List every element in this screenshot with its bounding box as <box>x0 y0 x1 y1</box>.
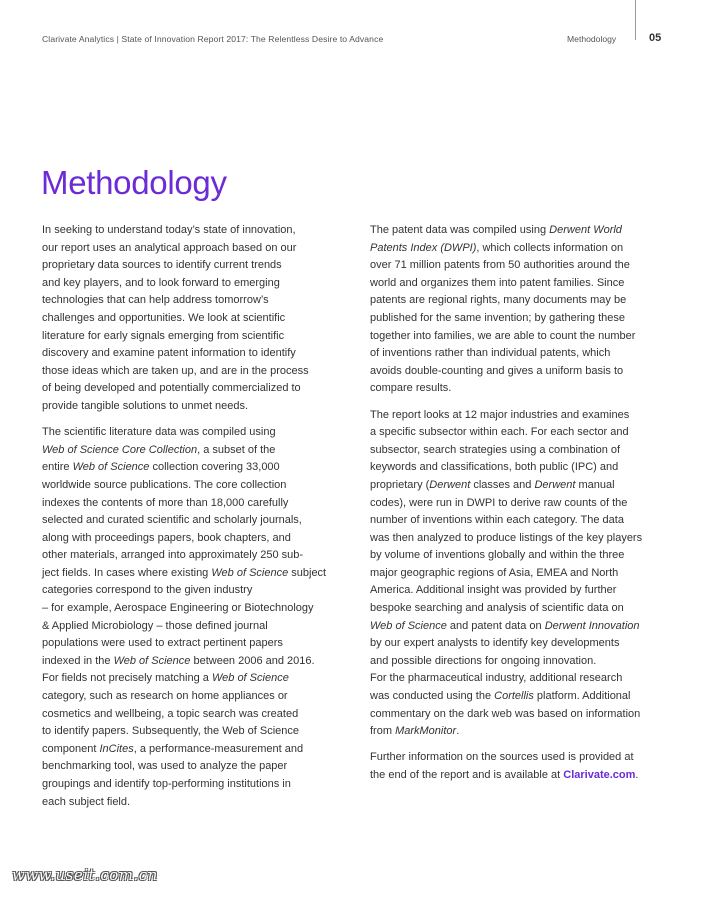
text-line: cosmetics and wellbeing, a topic search was created <box>42 707 299 720</box>
product-name: Web of Science <box>113 654 191 667</box>
text-line: America. Additional insight was provided by further <box>370 584 617 597</box>
text-line: our report uses an analytical approach based on our <box>42 241 297 254</box>
text-line: Web of Science Core Collection, a subset of the <box>42 443 276 456</box>
product-name: Patents Index (DWPI) <box>370 241 477 254</box>
text-line: of inventions rather than individual patents, which <box>370 347 611 360</box>
product-name: Derwent Innovation <box>544 619 640 632</box>
text-line: & Applied Microbiology – those defined journal <box>42 619 268 632</box>
text-line: categories correspond to the given industry <box>42 584 253 597</box>
product-name: Web of Science <box>370 619 447 632</box>
text-line: avoids double-counting and gives a uniform basis to <box>370 364 624 377</box>
text-line: along with proceedings papers, book chapters, and <box>42 531 291 544</box>
text-line: The scientific literature data was compiled using <box>42 426 276 439</box>
text-line: commentary on the dark web was based on information <box>370 707 641 720</box>
page-title: Methodology <box>41 164 227 201</box>
text-line: indexed in the Web of Science between 2006 and 2016. <box>42 654 315 667</box>
text-line: compare results. <box>370 382 452 395</box>
header-divider <box>635 0 636 40</box>
text-line: the end of the report and is available at Clarivate.com. <box>370 769 639 781</box>
text-line: to identify papers. Subsequently, the Web of Science <box>42 725 300 738</box>
text-line: and key players, and to look forward to emerging <box>42 276 280 289</box>
text-line: major geographic regions of Asia, EMEA and North <box>370 566 619 579</box>
text-line: category, such as research on home appliances or <box>42 690 288 703</box>
product-name: Derwent <box>534 478 576 491</box>
text-line: each subject field. <box>42 795 131 808</box>
product-name: Web of Science Core Collection <box>42 443 198 456</box>
text-line: discovery and examine patent information to identify <box>42 347 296 360</box>
text-line: entire Web of Science collection covering 33,000 <box>42 461 280 474</box>
product-name: Web of Science <box>211 672 289 685</box>
text-line: component InCites, a performance-measurement and <box>42 742 304 755</box>
right-column <box>370 222 674 785</box>
text-line: of being developed and potentially commercialized to <box>42 382 301 395</box>
text-line: In seeking to understand today’s state of innovation, <box>42 224 296 236</box>
text-line: challenges and opportunities. We look at scientific <box>42 311 286 324</box>
text-line: by our expert analysts to identify key developments <box>370 637 620 650</box>
product-name: Web of Science <box>211 566 289 579</box>
text-line: proprietary data sources to identify current trends <box>42 259 282 272</box>
further-info-paragraph <box>370 749 674 784</box>
text-line: subsector, search strategies using a combination of <box>370 443 621 456</box>
text-line: bespoke searching and analysis of scientific data on <box>370 602 624 615</box>
product-name: Derwent World <box>549 224 622 236</box>
left-column <box>42 222 346 811</box>
text-line: together into families, we are able to count the number <box>370 329 636 342</box>
text-line: benchmarking tool, was used to analyze the paper <box>42 760 288 773</box>
text-line: a specific subsector within each. For each sector and <box>370 426 629 439</box>
text-line: ject fields. In cases where existing Web of Science subject <box>42 566 327 579</box>
text-line: proprietary (Derwent classes and Derwent manual <box>370 478 615 491</box>
header-section-label: Methodology <box>567 34 617 44</box>
text-line: populations were used to extract pertinent papers <box>42 637 283 650</box>
text-line: For the pharmaceutical industry, additional research <box>370 672 623 685</box>
clarivate-link[interactable]: Clarivate.com <box>563 769 636 781</box>
text-line: The report looks at 12 major industries and examines <box>370 408 630 421</box>
product-name: Derwent <box>429 478 471 491</box>
text-line: number of inventions within each category. The data <box>370 514 624 527</box>
text-line: groupings and identify top-performing institutions in <box>42 778 291 790</box>
text-line: those ideas which are taken up, and are in the process <box>42 364 309 377</box>
watermark: www.useit.com.cn <box>12 866 158 884</box>
text-line: published for the same invention; by gathering these <box>370 311 625 324</box>
intro-paragraph <box>42 222 346 416</box>
industries-paragraph <box>370 407 674 741</box>
text-line: literature for early signals emerging from scientific <box>42 329 285 342</box>
text-line: from MarkMonitor. <box>370 725 460 738</box>
text-line: by volume of inventions globally and within the three <box>370 549 625 562</box>
text-line: The patent data was compiled using Derwent World <box>370 224 622 236</box>
text-line: was then analyzed to produce listings of the key players <box>370 531 643 544</box>
text-line: codes), were run in DWPI to derive raw counts of the <box>370 496 628 509</box>
text-line: – for example, Aerospace Engineering or Biotechnology <box>42 602 314 615</box>
text-line: keywords and classifications, both public (IPC) and <box>370 461 619 474</box>
literature-paragraph <box>42 424 346 811</box>
text-line: worldwide source publications. The core collection <box>42 478 287 491</box>
text-line: world and organizes them into patent families. Since <box>370 276 625 289</box>
text-line: over 71 million patents from 50 authorities around the <box>370 259 630 272</box>
product-name: Cortellis <box>494 690 534 703</box>
product-name: InCites <box>99 742 134 755</box>
text-line: selected and curated scientific and scholarly journals, <box>42 514 302 527</box>
patent-data-paragraph <box>370 222 674 398</box>
header-report-title: Clarivate Analytics | State of Innovation Report 2017: The Relentless Desire to Advance <box>42 34 384 44</box>
text-line: provide tangible solutions to unmet needs. <box>42 399 249 412</box>
text-line: other materials, arranged into approximately 250 sub- <box>42 549 304 562</box>
text-line: Further information on the sources used is provided at <box>370 751 634 764</box>
text-line: For fields not precisely matching a Web of Science <box>42 672 289 685</box>
text-line: and possible directions for ongoing innovation. <box>370 654 597 667</box>
text-line: Web of Science and patent data on Derwent Innovation <box>370 619 640 632</box>
page-number: 05 <box>649 32 662 44</box>
product-name: MarkMonitor <box>395 725 457 738</box>
text-line: technologies that can help address tomorrow’s <box>42 294 269 307</box>
text-line: patents are regional rights, many documents may be <box>370 294 627 307</box>
product-name: Web of Science <box>72 461 150 474</box>
text-line: was conducted using the Cortellis platform. Additional <box>370 690 631 703</box>
text-line: indexes the contents of more than 18,000 carefully <box>42 496 289 509</box>
text-line: Patents Index (DWPI), which collects information on <box>370 241 624 254</box>
